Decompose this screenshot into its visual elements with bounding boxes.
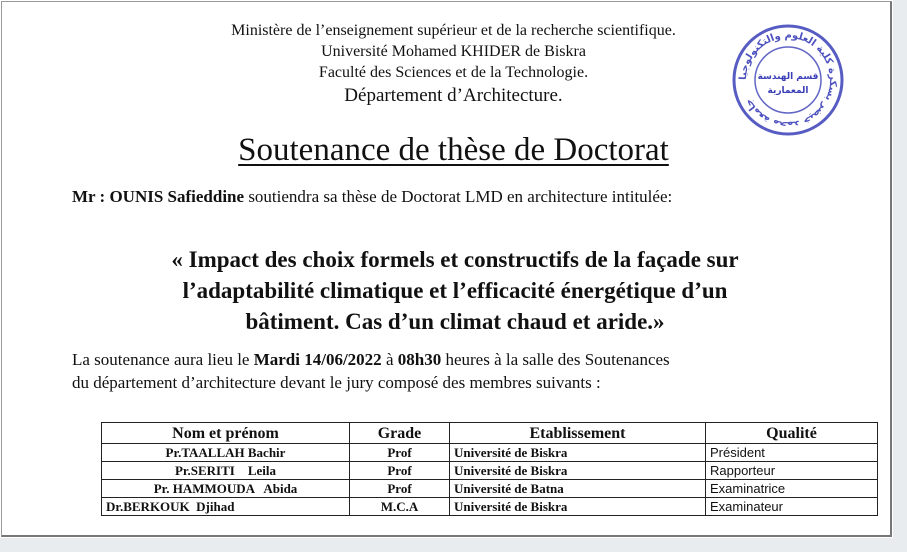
details-text: La soutenance aura lieu le (72, 350, 254, 369)
table-row (102, 498, 878, 516)
university-line: Université Mohamed KHIDER de Biskra (321, 43, 586, 60)
header-establishment: Etablissement (450, 423, 706, 444)
member-grade: Prof (350, 462, 450, 480)
page-title (0, 130, 907, 170)
member-role: Examinatrice (706, 480, 878, 498)
member-name: Pr.SERITI Leila (102, 462, 350, 480)
details-text: à (381, 350, 398, 369)
ministry-line: Ministère de l’enseignement supérieur et de la recherche scientifique. (231, 22, 676, 39)
thesis-line: « Impact des choix formels et constructifs de la façade sur (171, 247, 739, 272)
member-grade: Prof (350, 444, 450, 462)
stamp-center-line-2: المعمارية (767, 86, 809, 96)
table-row (102, 462, 878, 480)
member-name: Pr. HAMMOUDA Abida (102, 480, 350, 498)
intro-text: soutiendra sa thèse de Doctorat LMD en architecture intitulée: (244, 187, 673, 206)
jury-table (101, 422, 878, 516)
thesis-line: bâtiment. Cas d’un climat chaud et aride.» (245, 309, 665, 334)
defense-date: Mardi 14/06/2022 (253, 350, 382, 369)
header-role: Qualité (706, 423, 878, 444)
department-stamp (731, 23, 845, 137)
member-role: Président (706, 444, 878, 462)
viewer-bottom-strip (0, 538, 907, 552)
defense-time: 08h30 (397, 350, 442, 369)
details-line-2: du département d’architecture devant le jury composé des membres suivants : (72, 373, 601, 392)
table-row (102, 480, 878, 498)
jury-header-row (102, 423, 878, 444)
thesis-title (60, 244, 850, 337)
member-establishment: Université de Biskra (450, 444, 706, 462)
member-grade: Prof (350, 480, 450, 498)
table-row (102, 444, 878, 462)
candidate-intro (72, 186, 834, 208)
page-title-text: Soutenance de thèse de Doctorat (238, 132, 669, 168)
candidate-name: Mr : OUNIS Safieddine (72, 187, 245, 206)
details-line-1 (72, 348, 872, 371)
stamp-center-line-1: قسم الهندسة (757, 72, 819, 82)
member-establishment: Université de Biskra (450, 462, 706, 480)
member-establishment: Université de Biskra (450, 498, 706, 516)
defense-details (72, 348, 872, 394)
member-role: Examinateur (706, 498, 878, 516)
member-name: Pr.TAALLAH Bachir (102, 444, 350, 462)
department-line: Département d’Architecture. (344, 85, 563, 106)
faculty-line: Faculté des Sciences et de la Technologie. (318, 64, 589, 81)
thesis-line: l’adaptabilité climatique et l’efficacité énergétique d’un (182, 278, 728, 303)
member-grade: M.C.A (350, 498, 450, 516)
details-text: heures à la salle des Soutenances (441, 350, 670, 369)
header-grade: Grade (350, 423, 450, 444)
header-name: Nom et prénom (102, 423, 350, 444)
member-name: Dr.BERKOUK Djihad (102, 498, 350, 516)
stamp-ring-text: جامعة محمد خيضر بسكرة كلية العلوم والتكنولوجيا (737, 29, 839, 131)
member-establishment: Université de Batna (450, 480, 706, 498)
member-role: Rapporteur (706, 462, 878, 480)
